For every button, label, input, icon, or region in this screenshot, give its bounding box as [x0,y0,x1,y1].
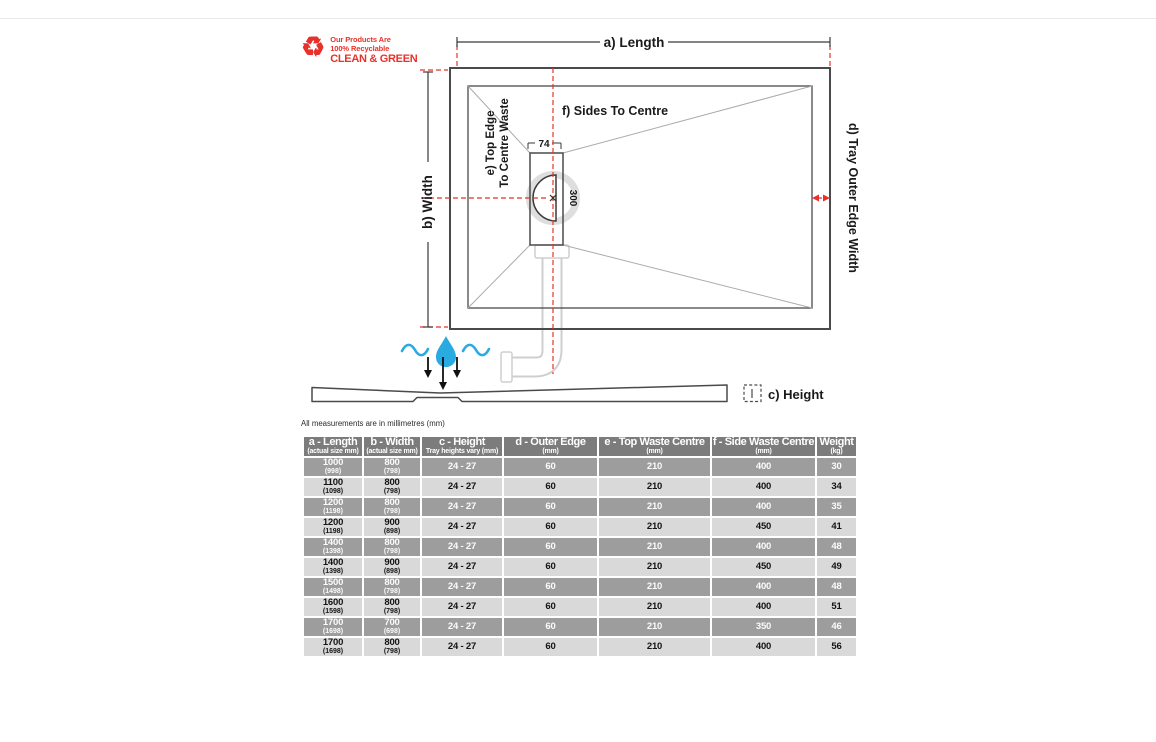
table-row [303,597,857,617]
logo-line-1: Our Products Are [330,35,391,44]
cell-f: 450 [711,557,816,577]
cell-d: 60 [503,577,598,597]
size-table [302,435,858,658]
cell-e: 210 [598,477,711,497]
cell-c: 24 - 27 [421,557,503,577]
svg-text:To Centre Waste: To Centre Waste [499,98,511,188]
length-label: a) Length [603,35,665,50]
column-header-a: a - Length (actual size mm) [303,436,363,457]
table-row [303,637,857,657]
cell-weight: 35 [816,497,857,517]
slope-lines [468,86,812,308]
table-row [303,517,857,537]
cell-weight: 56 [816,637,857,657]
cell-e: 210 [598,597,711,617]
sides-to-centre-label: f) Sides To Centre [562,104,669,118]
cell-e: 210 [598,577,711,597]
cell-d: 60 [503,497,598,517]
table-row [303,557,857,577]
tray-inner-edge [468,86,812,308]
water-drop-icon [436,336,456,367]
width-label: b) Width [420,175,435,229]
cell-e: 210 [598,617,711,637]
cell-b: 800 (798) [363,537,421,557]
logo-line-3: CLEAN & GREEN [330,53,418,65]
column-header-f: f - Side Waste Centre (mm) [712,436,815,455]
measurements-note: All measurements are in millimetres (mm) [301,419,445,428]
cell-a: 1200 (1198) [303,497,363,517]
column-header-d: d - Outer Edge (mm) [503,436,598,457]
cell-b: 900 (898) [363,557,421,577]
cell-d: 60 [503,537,598,557]
cell-e: 210 [598,557,711,577]
cell-weight: 30 [816,457,857,477]
cell-f: 400 [711,597,816,617]
cell-d: 60 [503,617,598,637]
cell-e: 210 [598,637,711,657]
cell-a: 1400 (1398) [303,537,363,557]
recycle-icon: ♻ [301,32,326,62]
pipe-coupling [535,245,569,258]
cell-a: 1600 (1598) [303,597,363,617]
cell-b: 800 (798) [363,637,421,657]
cell-c: 24 - 27 [421,457,503,477]
cell-e: 210 [598,517,711,537]
table-row [303,577,857,597]
waste-depth-value: 300 [567,189,578,207]
cell-c: 24 - 27 [421,577,503,597]
height-label: c) Height [768,387,824,402]
cell-a: 1100 (1098) [303,477,363,497]
cell-b: 800 (798) [363,597,421,617]
cell-a: 1200 (1198) [303,517,363,537]
outer-edge-dimension-arrows [812,195,830,202]
cell-f: 400 [711,637,816,657]
cell-weight: 48 [816,537,857,557]
cell-weight: 41 [816,517,857,537]
cell-weight: 34 [816,477,857,497]
cell-c: 24 - 27 [421,637,503,657]
table-row [303,497,857,517]
cell-b: 800 (798) [363,577,421,597]
top-edge-label [485,98,511,187]
cell-weight: 48 [816,577,857,597]
cell-a: 1000 (998) [303,457,363,477]
cell-e: 210 [598,457,711,477]
cell-f: 450 [711,517,816,537]
table-row [303,617,857,637]
cell-weight: 46 [816,617,857,637]
cell-c: 24 - 27 [421,517,503,537]
logo-line-2: 100% Recyclable [330,43,390,53]
cell-c: 24 - 27 [421,537,503,557]
waste-width-value: 74 [538,139,550,150]
table-row [303,537,857,557]
cell-f: 400 [711,577,816,597]
tray-side-profile [312,385,727,402]
cell-b: 800 (798) [363,477,421,497]
column-header-e: e - Top Waste Centre (mm) [598,436,711,457]
column-header-weight: Weight (kg) [816,436,857,457]
waste-pipe [501,245,569,382]
cell-d: 60 [503,557,598,577]
cell-c: 24 - 27 [421,477,503,497]
cell-c: 24 - 27 [421,597,503,617]
cell-e: 210 [598,497,711,517]
cell-weight: 51 [816,597,857,617]
cell-b: 700 (698) [363,617,421,637]
cell-d: 60 [503,477,598,497]
column-header-b: b - Width (actual size mm) [363,436,421,457]
cell-d: 60 [503,637,598,657]
cell-b: 800 (798) [363,457,421,477]
cell-b: 900 (898) [363,517,421,537]
cell-f: 400 [711,497,816,517]
table-row [303,457,857,477]
cell-f: 400 [711,457,816,477]
cell-f: 400 [711,537,816,557]
cell-a: 1700 (1698) [303,617,363,637]
cell-a: 1700 (1698) [303,637,363,657]
height-dimension [744,385,761,402]
cell-d: 60 [503,457,598,477]
cell-f: 400 [711,477,816,497]
cell-b: 800 (798) [363,497,421,517]
column-header-c: c - Height Tray heights vary (mm) [421,436,503,457]
cell-d: 60 [503,597,598,617]
centre-lines [420,45,830,374]
cell-c: 24 - 27 [421,497,503,517]
outer-edge-label: d) Tray Outer Edge Width [846,123,860,273]
water-icon [402,336,489,367]
table-header-row [303,436,857,457]
table-row [303,477,857,497]
flow-arrows [424,357,461,390]
svg-text:e) Top Edge: e) Top Edge [485,110,497,176]
cell-a: 1500 (1498) [303,577,363,597]
cell-c: 24 - 27 [421,617,503,637]
cell-e: 210 [598,537,711,557]
cell-d: 60 [503,517,598,537]
cell-a: 1400 (1398) [303,557,363,577]
cell-weight: 49 [816,557,857,577]
cell-f: 350 [711,617,816,637]
pipe-flange [501,352,512,382]
